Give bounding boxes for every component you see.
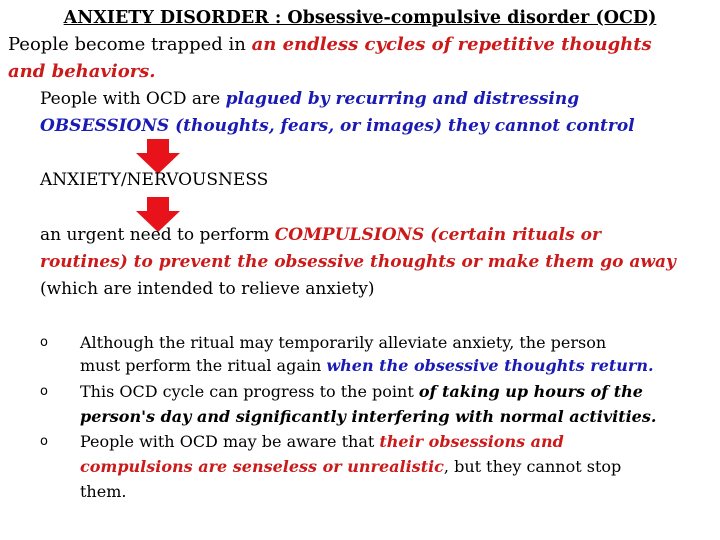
bullet-marker: o bbox=[40, 434, 48, 449]
compulsions-line-3: (which are intended to relieve anxiety) bbox=[40, 279, 375, 299]
compulsions-highlight: COMPULSIONS (certain rituals or bbox=[274, 225, 601, 245]
bullet-3-line-3: them. bbox=[80, 482, 127, 501]
compulsions-highlight-2: routines) to prevent the obsessive thoughts or make them go away bbox=[40, 252, 676, 272]
intro-line-1 bbox=[8, 34, 652, 55]
bullet-marker: o bbox=[40, 335, 48, 350]
bullet-1-line-1: Although the ritual may temporarily alleviate anxiety, the person bbox=[80, 333, 607, 352]
bullet-3-line-2 bbox=[80, 457, 621, 476]
page-title-text: ANXIETY DISORDER : Obsessive-compulsive disorder (OCD) bbox=[63, 8, 657, 28]
intro-text: People become trapped in bbox=[8, 34, 252, 55]
compulsions-line-1 bbox=[40, 225, 601, 245]
bullet-1-line-2 bbox=[80, 356, 654, 375]
compulsions-text: an urgent need to perform bbox=[40, 225, 275, 245]
bullet-2-line-2 bbox=[80, 407, 656, 426]
bullet-2-highlight: of taking up hours of the bbox=[418, 382, 643, 401]
bullet-3-text-2: , but they cannot stop bbox=[443, 457, 622, 476]
bullet-1-text: must perform the ritual again bbox=[80, 356, 327, 375]
obsessions-text: People with OCD are bbox=[40, 89, 226, 109]
bullet-2-line-1 bbox=[80, 382, 643, 401]
intro-highlight-2: and behaviors. bbox=[8, 61, 156, 82]
anxiety-label: ANXIETY/NERVOUSNESS bbox=[40, 170, 269, 190]
bullet-3-text: People with OCD may be aware that bbox=[80, 432, 380, 451]
obsessions-highlight: plagued by recurring and distressing bbox=[225, 89, 580, 109]
bullet-3-highlight: their obsessions and bbox=[379, 432, 564, 451]
bullet-1-highlight: when the obsessive thoughts return. bbox=[326, 356, 654, 375]
intro-line-2 bbox=[8, 61, 156, 82]
bullet-3-line-1 bbox=[80, 432, 564, 451]
obsessions-highlight-2: OBSESSIONS (thoughts, fears, or images) they cannot control bbox=[40, 116, 635, 136]
bullet-2-text: This OCD cycle can progress to the point bbox=[80, 382, 419, 401]
obsessions-line-1 bbox=[40, 89, 579, 109]
bullet-2-highlight-2: person's day and significantly interfering with normal activities. bbox=[80, 407, 657, 426]
intro-highlight: an endless cycles of repetitive thoughts bbox=[251, 34, 652, 55]
bullet-marker: o bbox=[40, 384, 48, 399]
obsessions-line-2 bbox=[40, 116, 635, 136]
bullet-3-highlight-2: compulsions are senseless or unrealistic bbox=[80, 457, 444, 476]
page-title bbox=[0, 8, 720, 28]
compulsions-line-2 bbox=[40, 252, 676, 272]
